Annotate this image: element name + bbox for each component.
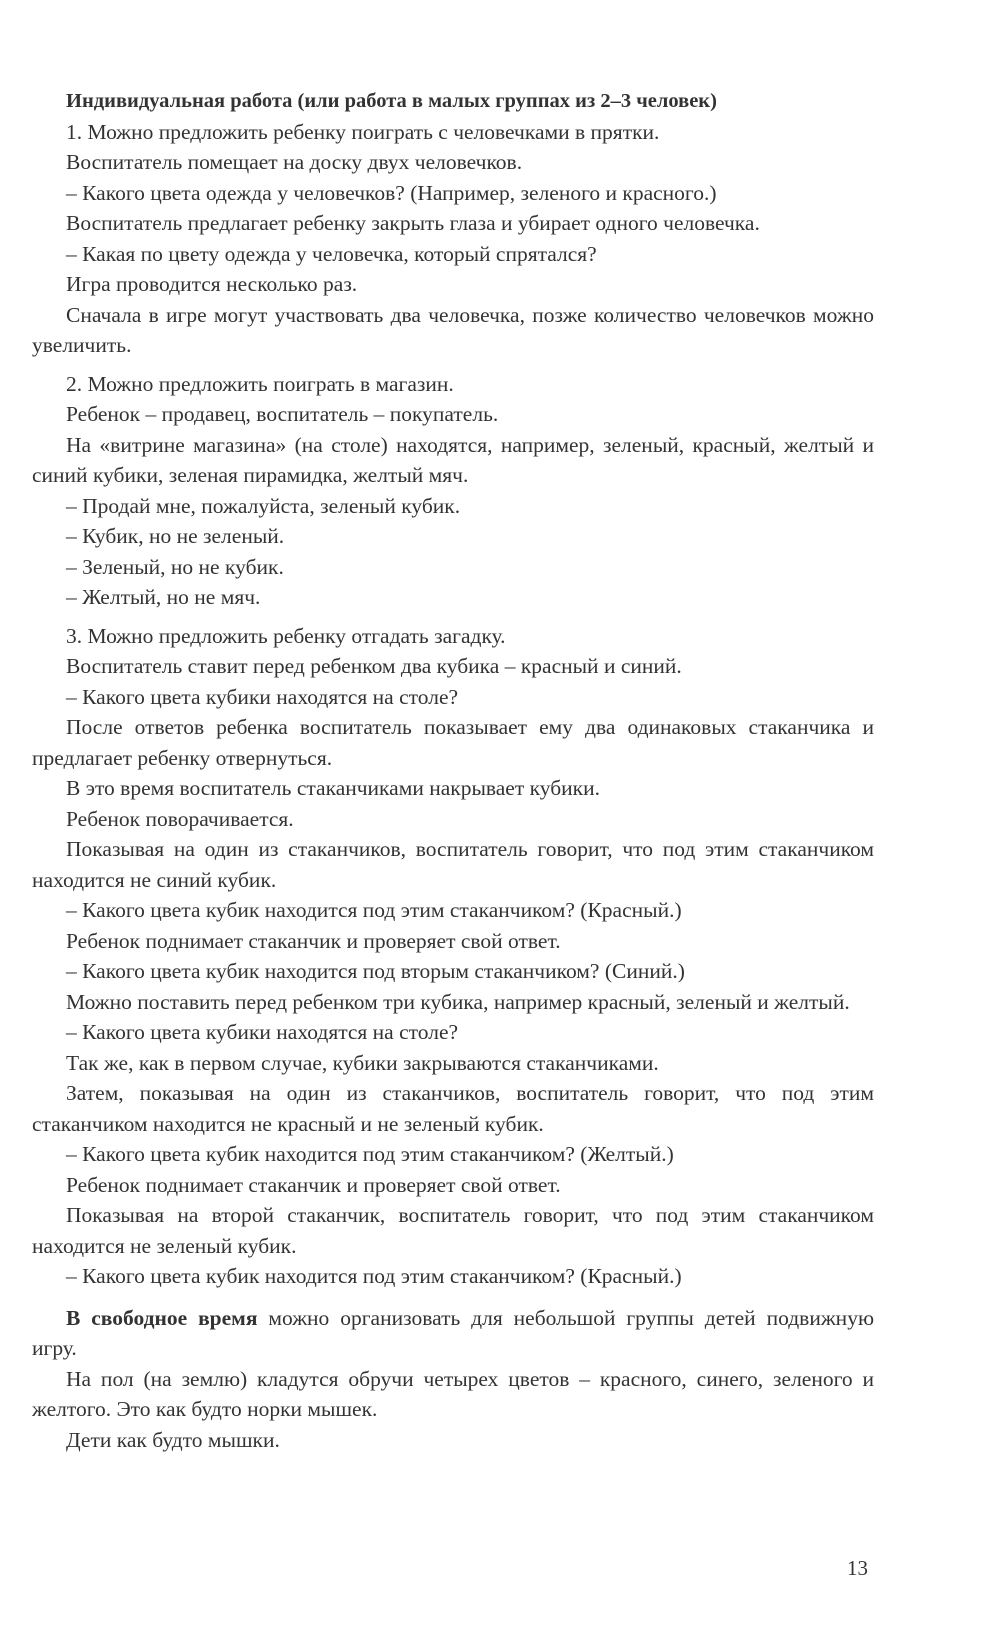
section-3-riddle-game (32, 621, 874, 1292)
paragraph: 1. Можно предложить ребенку поиграть с человечками в прятки. (66, 119, 660, 144)
paragraph: Игра проводится несколько раз. (66, 272, 358, 296)
dialogue-line: – Какого цвета кубик находится под этим стаканчиком? (Красный.) (66, 898, 682, 922)
paragraph: Воспитатель помещает на доску двух человечков. (66, 150, 523, 174)
paragraph: Ребенок поднимает стаканчик и проверяет свой ответ. (66, 928, 561, 953)
paragraph: Показывая на один из стаканчиков, воспитатель говорит, что под этим стаканчиком находится не синий кубик. (32, 837, 874, 892)
paragraph: 2. Можно предложить поиграть в магазин. (66, 371, 454, 396)
paragraph: В это время воспитатель стаканчиками накрывает кубики. (66, 776, 601, 800)
dialogue-line: – Какого цвета одежда у человечков? (Например, зеленого и красного.) (66, 180, 717, 205)
dialogue-line: – Кубик, но не зеленый. (66, 524, 285, 548)
paragraph: Затем, показывая на один из стаканчиков, воспитатель говорит, что под этим стаканчиком находится не красный и не зеленый кубик. (32, 1081, 874, 1136)
page-number: 13 (847, 1556, 868, 1580)
paragraph: После ответов ребенка воспитатель показывает ему два одинаковых стаканчика и предлагает ребенку отвернуться. (32, 715, 874, 770)
section-1-hide-and-seek (32, 117, 874, 361)
paragraph: На пол (на землю) кладутся обручи четырех цветов – красного, синего, зеленого и желтого. Это как будто норки мышек. (32, 1366, 874, 1421)
paragraph: 3. Можно предложить ребенку отгадать загадку. (66, 623, 506, 648)
paragraph: Можно поставить перед ребенком три кубика, например красный, зеленый и желтый. (66, 989, 850, 1014)
dialogue-line: – Желтый, но не мяч. (66, 585, 261, 609)
dialogue-line: – Зеленый, но не кубик. (66, 554, 284, 579)
paragraph (32, 1303, 874, 1364)
paragraph: Сначала в игре могут участвовать два человечка, позже количество человечков можно увеличить. (32, 302, 874, 357)
paragraph: Ребенок поворачивается. (66, 806, 294, 831)
dialogue-line: – Какого цвета кубик находится под этим стаканчиком? (Красный.) (66, 1264, 682, 1288)
paragraph: Показывая на второй стаканчик, воспитатель говорит, что под этим стаканчиком находится не зеленый кубик. (32, 1203, 874, 1258)
paragraph: Воспитатель предлагает ребенку закрыть глаза и убирает одного человечка. (66, 211, 760, 235)
section-2-shop-game (32, 369, 874, 613)
lead-rest: можно организовать для небольшой группы детей подвижную игру. (32, 1305, 875, 1360)
dialogue-line: – Продай мне, пожалуйста, зеленый кубик. (66, 493, 461, 518)
paragraph: Воспитатель ставит перед ребенком два кубика – красный и синий. (66, 654, 682, 678)
dialogue-line: – Какого цвета кубик находится под вторым стаканчиком? (Синий.) (66, 959, 685, 983)
section-free-time (32, 1303, 874, 1456)
dialogue-line: – Какого цвета кубик находится под этим стаканчиком? (Желтый.) (66, 1142, 674, 1166)
dialogue-line: – Какого цвета кубики находятся на столе? (66, 684, 459, 709)
dialogue-line: – Какая по цвету одежда у человечка, который спрятался? (66, 241, 597, 266)
paragraph: Так же, как в первом случае, кубики закрываются стаканчиками. (66, 1050, 659, 1075)
paragraph: Ребенок поднимает стаканчик и проверяет свой ответ. (66, 1172, 561, 1197)
bold-lead: В свободное время (66, 1305, 258, 1330)
dialogue-line: – Какого цвета кубики находятся на столе? (66, 1020, 459, 1044)
paragraph: Дети как будто мышки. (66, 1427, 280, 1452)
paragraph: Ребенок – продавец, воспитатель – покупатель. (66, 402, 499, 426)
paragraph: На «витрине магазина» (на столе) находятся, например, зеленый, красный, желтый и синий кубики, зеленая пирамидка, желтый мяч. (32, 432, 874, 487)
page-content (32, 86, 874, 1455)
section-heading: Индивидуальная работа (или работа в малых группах из 2–3 человек) (66, 90, 717, 112)
